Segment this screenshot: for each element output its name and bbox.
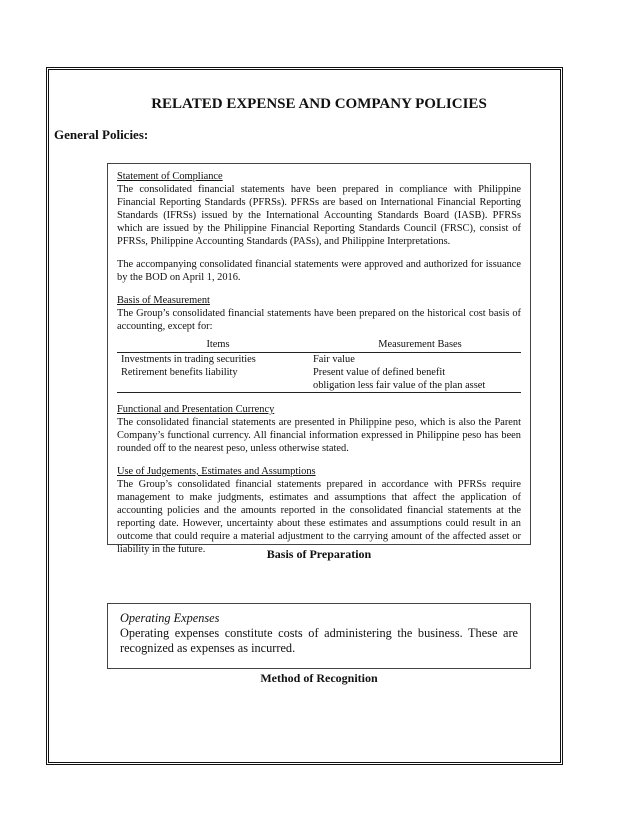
table-cell-basis: obligation less fair value of the plan asset xyxy=(313,380,486,391)
operating-expenses-heading: Operating Expenses xyxy=(120,611,220,625)
page-title: RELATED EXPENSE AND COMPANY POLICIES xyxy=(151,96,487,112)
table-cell-basis: Fair value xyxy=(313,354,355,365)
table-row xyxy=(117,366,521,379)
currency-heading: Functional and Presentation Currency xyxy=(117,404,275,415)
operating-expenses-text: Operating expenses constitute costs of administering the business. These are recognized as expenses as incurred. xyxy=(120,626,518,655)
table-cell-item xyxy=(117,379,313,392)
measurement-table xyxy=(117,338,521,393)
table-cell-item: Retirement benefits liability xyxy=(121,367,238,378)
table-header xyxy=(117,338,521,353)
measurement-heading: Basis of Measurement xyxy=(117,295,210,306)
caption-method-of-recognition: Method of Recognition xyxy=(260,671,378,685)
operating-expenses-box xyxy=(107,603,531,669)
table-cell-basis: Present value of defined benefit xyxy=(313,367,446,378)
currency-text: The consolidated financial statements are presented in Philippine peso, which is also the Parent Company’s functional currency. All financial information expressed in Philippine peso has been rounded off to the nearest peso, unless otherwise stated. xyxy=(117,417,521,454)
judgements-heading: Use of Judgements, Estimates and Assumptions xyxy=(117,466,316,477)
compliance-text: The consolidated financial statements have been prepared in compliance with Philippine Financial Reporting Standards (PFRSs). PFRSs are based on International Financial Reporting Standards (IFRSs) issued by the International Accounting Standards Board (IASB). PFRSs which are issued by the Philippine Financial Reporting Standards Council (FRSC), consist of PFRSs, Philippine Accounting Standards (PASs), and Philippine Interpretations. xyxy=(117,184,521,247)
compliance-heading: Statement of Compliance xyxy=(117,171,223,182)
table-row xyxy=(117,353,521,366)
measurement-text: The Group’s consolidated financial statements have been prepared on the historical cost basis of accounting, except for: xyxy=(117,308,521,332)
judgements-text: The Group’s consolidated financial statements prepared in accordance with PFRSs require management to make judgments, estimates and assumptions that affect the application of accounting policies and the amounts reported in the consolidated financial statements at the reporting date. However, uncertainty about these estimates and assumptions could result in an outcome that could require a material adjustment to the carrying amount of the affected asset or liability in the future. xyxy=(117,479,521,555)
table-row xyxy=(117,379,521,393)
table-cell-item: Investments in trading securities xyxy=(121,354,256,365)
approval-text: The accompanying consolidated financial statements were approved and authorized for issuance by the BOD on April 1, 2016. xyxy=(117,259,521,283)
section-label: General Policies: xyxy=(54,127,149,142)
caption-basis-of-preparation: Basis of Preparation xyxy=(266,547,372,561)
col-bases-header: Measurement Bases xyxy=(378,339,462,350)
col-items-header: Items xyxy=(206,339,230,350)
